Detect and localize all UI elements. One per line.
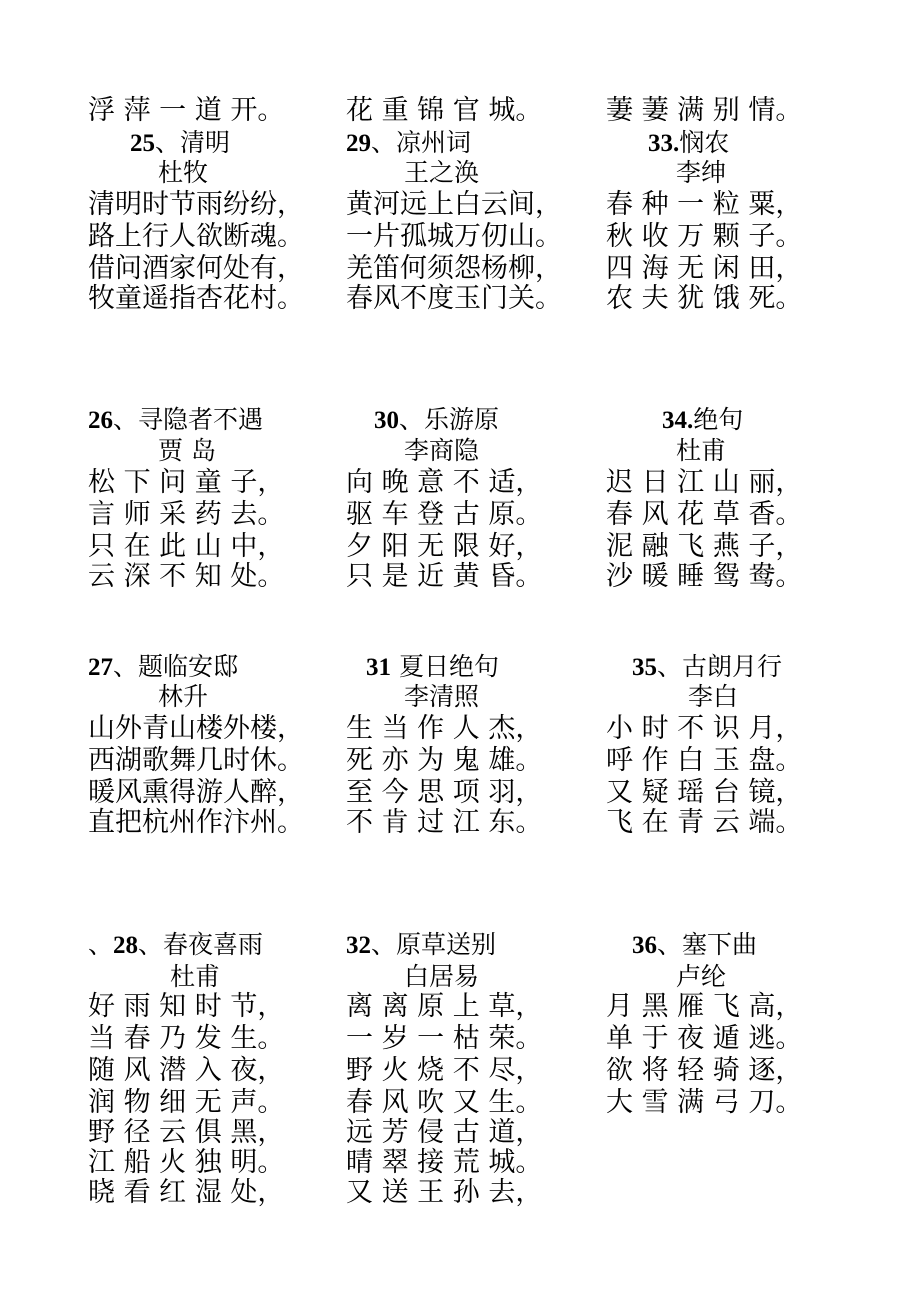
poem-34-title: 34.绝句 [662,405,744,434]
poem-32-line: 远 芳 侵 古 道， [346,1117,543,1148]
poem-32-line: 野 火 烧 不 尽， [346,1055,543,1086]
poem-26-line: 云 深 不 知 处。 [88,561,285,592]
poem-26-author: 贾 岛 [158,436,216,465]
poem-33-line: 四 海 无 闲 田， [606,253,803,284]
poem-32-line: 晴 翠 接 荒 城。 [346,1147,543,1178]
poem-36-line: 月 黑 雁 飞 高， [606,991,803,1022]
poem-36-line: 单 于 夜 遁 逃。 [606,1023,803,1054]
poem-28-line: 随 风 潜 入 夜， [88,1055,285,1086]
poem-28-line: 晓 看 红 湿 处， [88,1177,285,1208]
poem-30-line: 只 是 近 黄 昏。 [346,561,543,592]
poem-31-title: 31 夏日绝句 [366,652,499,681]
poem-35-line: 呼 作 白 玉 盘。 [606,745,803,776]
poem-33-author: 李绅 [676,158,727,187]
poem-28-line: 野 径 云 俱 黑， [88,1117,285,1148]
poem-29-title: 29、凉州词 [346,128,472,157]
poem-31-line: 生 当 作 人 杰， [346,713,543,744]
poem-35-author: 李白 [688,682,739,711]
poem-29-line: 羌笛何须怨杨柳， [346,253,562,284]
poem-33-title: 33.悯农 [648,128,730,157]
poem-33-line: 秋 收 万 颗 子。 [606,221,803,252]
poem-25-title: 25、清明 [130,128,231,157]
poem-25-line: 牧童遥指杏花村。 [88,283,304,314]
poem-30-line: 驱 车 登 古 原。 [346,499,543,530]
poem-36-line: 大 雪 满 弓 刀。 [606,1087,803,1118]
poem-30-author: 李商隐 [404,436,480,465]
poem-28-line: 江 船 火 独 明。 [88,1147,285,1178]
poem-25-line: 路上行人欲断魂。 [88,221,304,252]
poem-32-line: 又 送 王 孙 去， [346,1177,543,1208]
poem-25-line: 清明时节雨纷纷， [88,189,304,220]
continued-line-col1: 浮 萍 一 道 开。 [88,95,285,126]
poem-28-author: 杜甫 [170,962,221,991]
poem-35-title: 35、古朗月行 [632,652,783,681]
poem-35-line: 飞 在 青 云 端。 [606,807,803,838]
poem-33-line: 春 种 一 粒 粟， [606,189,803,220]
poem-26-line: 松 下 问 童 子， [88,467,285,498]
poem-32-author: 白居易 [404,962,480,991]
poem-27-author: 林升 [158,682,209,711]
poem-32-title: 32、原草送别 [346,930,497,959]
poem-31-author: 李清照 [404,682,480,711]
poem-34-line: 迟 日 江 山 丽， [606,467,803,498]
poem-34-line: 泥 融 飞 燕 子， [606,531,803,562]
poem-27-line: 山外青山楼外楼， [88,713,304,744]
continued-line-col2: 花 重 锦 官 城。 [346,95,543,126]
poem-34-author: 杜甫 [676,436,727,465]
poem-25-author: 杜牧 [158,158,209,187]
poem-36-title: 36、塞下曲 [632,930,758,959]
poem-35-line: 小 时 不 识 月， [606,713,803,744]
poem-30-line: 夕 阳 无 限 好， [346,531,543,562]
poem-33-line: 农 夫 犹 饿 死。 [606,283,803,314]
poem-31-line: 不 肯 过 江 东。 [346,807,543,838]
poem-27-line: 西湖歌舞几时休。 [88,745,304,776]
poem-31-line: 死 亦 为 鬼 雄。 [346,745,543,776]
poem-26-line: 言 师 采 药 去。 [88,499,285,530]
poem-29-line: 一片孤城万仞山。 [346,221,562,252]
continued-line-col3: 萋 萋 满 别 情。 [606,95,803,126]
poem-28-title: 、28、春夜喜雨 [88,930,264,959]
poem-27-line: 直把杭州作汴州。 [88,807,304,838]
poem-27-title: 27、题临安邸 [88,652,239,681]
poem-29-line: 黄河远上白云间， [346,189,562,220]
poem-32-line: 春 风 吹 又 生。 [346,1087,543,1118]
poem-30-line: 向 晚 意 不 适， [346,467,543,498]
poem-28-line: 好 雨 知 时 节， [88,991,285,1022]
poem-28-line: 当 春 乃 发 生。 [88,1023,285,1054]
poem-36-author: 卢纶 [676,962,727,991]
poem-28-line: 润 物 细 无 声。 [88,1087,285,1118]
poem-31-line: 至 今 思 项 羽， [346,777,543,808]
poem-35-line: 又 疑 瑶 台 镜， [606,777,803,808]
poem-27-line: 暖风熏得游人醉， [88,777,304,808]
poem-29-line: 春风不度玉门关。 [346,283,562,314]
poem-32-line: 离 离 原 上 草， [346,991,543,1022]
poem-32-line: 一 岁 一 枯 荣。 [346,1023,543,1054]
poem-26-line: 只 在 此 山 中， [88,531,285,562]
poem-30-title: 30、乐游原 [374,405,500,434]
poem-36-line: 欲 将 轻 骑 逐， [606,1055,803,1086]
poem-26-title: 26、寻隐者不遇 [88,405,264,434]
poem-29-author: 王之涣 [404,158,480,187]
poem-34-line: 春 风 花 草 香。 [606,499,803,530]
poem-34-line: 沙 暖 睡 鸳 鸯。 [606,561,803,592]
poem-25-line: 借问酒家何处有， [88,253,304,284]
